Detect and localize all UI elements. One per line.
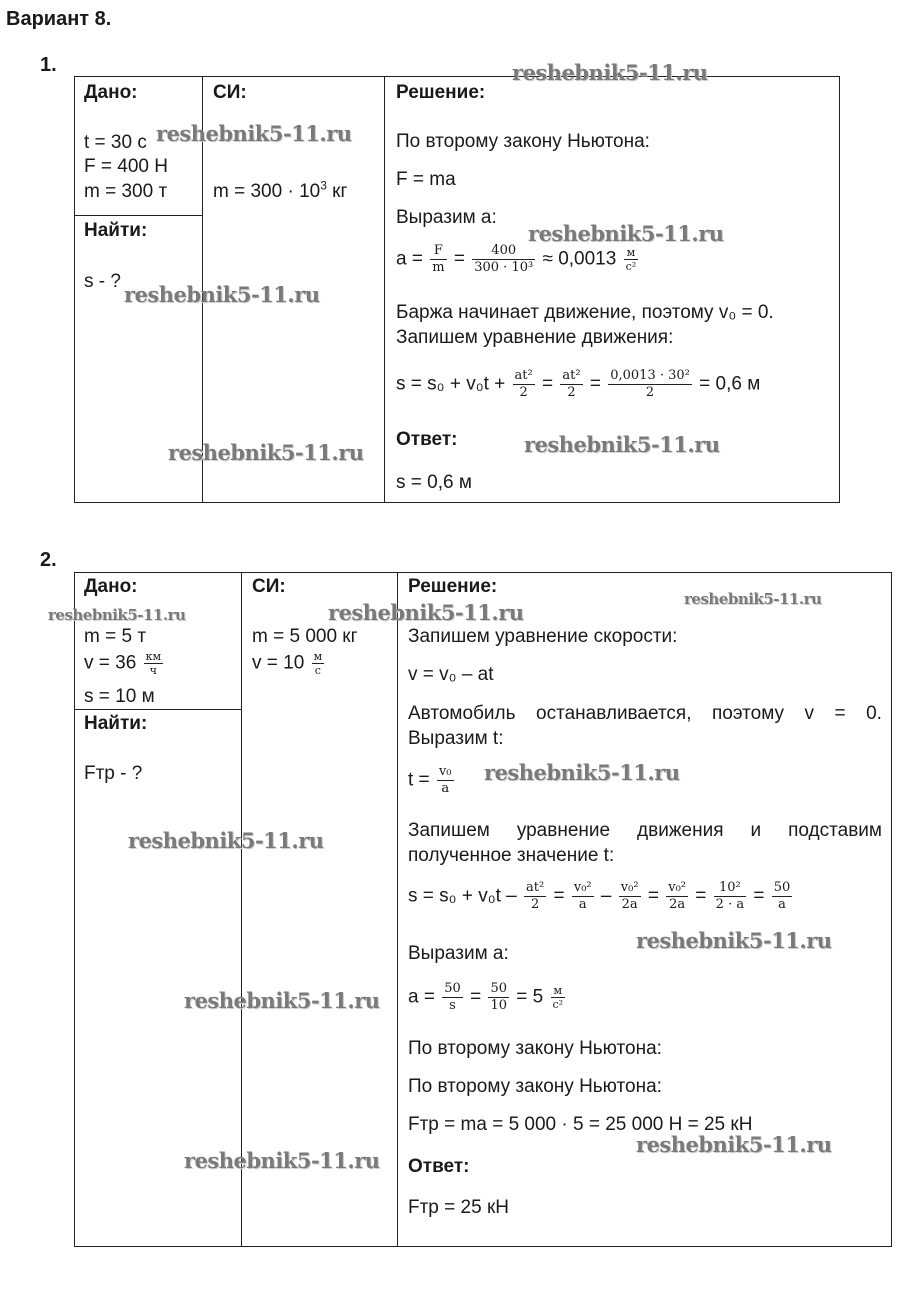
problem-2-line-7: Выразим a: (408, 943, 509, 964)
problem-2-line-2: v = v₀ – at (408, 664, 494, 685)
eq-equals: = (453, 248, 465, 270)
numerator: 10² (719, 880, 741, 895)
denominator: 2a (619, 896, 641, 913)
eq-lhs: a = (408, 986, 435, 1008)
si-exponent: 3 (320, 178, 327, 193)
eq-lhs: t = (408, 769, 430, 791)
eq-equals: = (553, 885, 565, 907)
denominator: 2 (560, 384, 582, 401)
problem-1-line-3: Выразим a: (396, 207, 497, 228)
problem-1-line-4: Баржа начинает движение, поэтому v₀ = 0. (396, 302, 774, 323)
problem-2-find: Fтр - ? (84, 763, 143, 784)
fraction-v02-over-2a-b (666, 880, 688, 913)
unit-fraction (144, 650, 163, 677)
denominator: с² (625, 260, 637, 273)
denominator: ч (144, 663, 163, 677)
si-v-text: v = 10 (252, 652, 305, 674)
watermark: reshebnik5-11.ru (524, 432, 720, 457)
numerator: 50 (773, 880, 791, 895)
problem-2-number: 2. (40, 549, 57, 571)
numerator: at² (562, 368, 581, 383)
fraction-v02-over-2a (619, 880, 641, 913)
watermark: reshebnik5-11.ru (48, 606, 186, 624)
problem-2-given-m: m = 5 т (84, 626, 147, 647)
word: и (750, 820, 762, 841)
word: = (834, 703, 846, 724)
eq-lhs: a = (396, 248, 423, 270)
problem-2-line-1: Запишем уравнение скорости: (408, 626, 678, 647)
problem-1-si-header: СИ: (213, 82, 247, 103)
eq-result: = 0,6 м (699, 373, 761, 395)
eq-lhs: s = s₀ + v₀t + (396, 373, 506, 395)
problem-2-line-10: Fтр = ma = 5 000 · 5 = 25 000 Н = 25 кН (408, 1114, 753, 1135)
watermark: reshebnik5-11.ru (512, 60, 708, 85)
problem-2-line-8: По второму закону Ньютона: (408, 1038, 662, 1059)
problem-1-line-5: Запишем уравнение движения: (396, 327, 674, 348)
denominator: с² (552, 998, 564, 1011)
problem-1-given-f: F = 400 Н (84, 156, 168, 177)
fraction-f-over-m (430, 243, 446, 276)
eq-equals: = (470, 986, 482, 1008)
word: поэтому (712, 703, 784, 724)
problem-1-given-header: Дано: (84, 82, 138, 103)
si-value-text: m = 300 · 10 (213, 181, 321, 202)
numerator: at² (514, 368, 533, 383)
denominator: с (312, 663, 325, 677)
fraction-50-over-10 (488, 981, 509, 1014)
eq-equals: = (647, 885, 659, 907)
watermark: reshebnik5-11.ru (484, 760, 680, 785)
fraction-v0-over-a (437, 764, 454, 797)
problem-2-divider-2 (397, 572, 398, 1247)
problem-2-line-4: Выразим t: (408, 728, 504, 749)
problem-1-given-divider (74, 215, 203, 216)
si-unit: кг (332, 181, 348, 202)
fraction-400-over-mass (472, 243, 535, 276)
denominator: 10 (490, 998, 507, 1013)
eq-equals: = (589, 373, 601, 395)
problem-1-eq-a (396, 243, 640, 276)
numerator: v₀² (620, 880, 639, 895)
watermark: reshebnik5-11.ru (328, 600, 524, 625)
problem-1-answer-header: Ответ: (396, 429, 458, 450)
denominator: 2a (666, 896, 688, 913)
fraction-at2-over-2 (513, 368, 535, 401)
word: v (804, 703, 814, 724)
eq-equals: = (753, 885, 765, 907)
denominator: 2 (608, 384, 692, 401)
problem-1-line-1: По второму закону Ньютона: (396, 131, 650, 152)
numerator: м (313, 650, 323, 663)
denominator: s (442, 997, 463, 1014)
fraction-numeric (608, 368, 692, 401)
eq-lhs: s = s₀ + v₀t – (408, 885, 517, 907)
numerator: км (145, 650, 162, 663)
watermark: reshebnik5-11.ru (124, 282, 320, 307)
eq-minus: – (600, 885, 612, 907)
problem-2-eq-a (408, 981, 567, 1014)
numerator: v₀² (668, 880, 686, 895)
watermark: reshebnik5-11.ru (528, 221, 724, 246)
problem-1-answer: s = 0,6 м (396, 472, 472, 493)
watermark: reshebnik5-11.ru (156, 121, 352, 146)
watermark: reshebnik5-11.ru (184, 988, 380, 1013)
eq-equals: = (695, 885, 707, 907)
eq-equals: = (541, 373, 554, 395)
given-v-text: v = 36 (84, 652, 137, 674)
problem-2-solution-header: Решение: (408, 576, 498, 597)
problem-2-line-3 (408, 703, 882, 725)
problem-2-line-6: полученное значение t: (408, 845, 615, 866)
word: уравнение (516, 820, 611, 841)
word: Запишем (408, 820, 490, 841)
numerator: at² (525, 880, 545, 895)
problem-1-line-2: F = ma (396, 169, 456, 190)
problem-2-find-header: Найти: (84, 713, 148, 734)
denominator: a (437, 780, 454, 797)
numerator: 50 (490, 981, 507, 996)
word: Автомобиль (408, 703, 516, 724)
problem-1-find-header: Найти: (84, 220, 148, 241)
watermark: reshebnik5-11.ru (636, 928, 832, 953)
numerator: F (433, 243, 443, 258)
problem-2-si-header: СИ: (252, 576, 286, 597)
numerator: v₀ (438, 764, 452, 779)
problem-1-given-m: m = 300 т (84, 181, 168, 202)
unit-fraction (624, 246, 639, 273)
watermark: reshebnik5-11.ru (168, 440, 364, 465)
page-title: Вариант 8. (6, 8, 112, 30)
watermark: reshebnik5-11.ru (128, 828, 324, 853)
denominator: 2 (513, 384, 535, 401)
watermark: reshebnik5-11.ru (636, 1132, 832, 1157)
problem-2-eq-t (408, 764, 456, 797)
problem-2-eq-s (408, 880, 794, 913)
problem-2-line-5 (408, 820, 882, 842)
problem-1-given-t: t = 30 с (84, 132, 147, 153)
numerator: v₀² (573, 880, 592, 895)
denominator: a (572, 896, 594, 913)
problem-2-line-9: По второму закону Ньютона: (408, 1076, 662, 1097)
numerator: 0,0013 · 30² (610, 368, 690, 383)
watermark: reshebnik5-11.ru (684, 590, 822, 608)
problem-1-solution-header: Решение: (396, 82, 486, 103)
word: останавливается, (536, 703, 692, 724)
denominator: 2 · a (715, 897, 745, 912)
fraction-50-over-a (772, 880, 793, 913)
numerator: 50 (444, 981, 461, 996)
problem-1-find: s - ? (84, 271, 121, 292)
denominator: a (772, 896, 793, 913)
problem-1-si-value (213, 178, 348, 203)
problem-2-answer-header: Ответ: (408, 1156, 470, 1177)
problem-1-number: 1. (40, 54, 57, 76)
unit-fraction (551, 984, 566, 1011)
denominator: 300 · 10³ (474, 260, 534, 275)
problem-2-answer: Fтр = 25 кН (408, 1197, 509, 1218)
fraction-at2-over-2 (524, 880, 546, 913)
eq-approx: ≈ 0,0013 (542, 248, 617, 270)
fraction-102-over-2a (714, 880, 746, 913)
problem-2-si-m: m = 5 000 кг (252, 626, 358, 647)
word: движения (637, 820, 724, 841)
word: подставим (788, 820, 882, 841)
denominator: 2 (524, 896, 546, 913)
fraction-v02-over-a (572, 880, 594, 913)
denominator: m (432, 260, 445, 275)
problem-1-divider-2 (384, 76, 385, 503)
problem-2-given-s: s = 10 м (84, 686, 155, 707)
problem-2-given-header: Дано: (84, 576, 138, 597)
unit-fraction (312, 650, 325, 677)
numerator: м (553, 984, 563, 997)
fraction-at2-over-2-b (560, 368, 582, 401)
problem-2-si-v (252, 650, 326, 677)
problem-1-eq-s (396, 368, 760, 401)
numerator: м (626, 246, 636, 259)
fraction-50-over-s (442, 981, 463, 1014)
problem-2-given-divider (74, 709, 242, 710)
problem-2-given-v (84, 650, 165, 677)
watermark: reshebnik5-11.ru (184, 1148, 380, 1173)
problem-2-divider-1 (241, 572, 242, 1247)
numerator: 400 (491, 243, 517, 258)
word: 0. (866, 703, 882, 724)
eq-result: = 5 (516, 986, 544, 1008)
